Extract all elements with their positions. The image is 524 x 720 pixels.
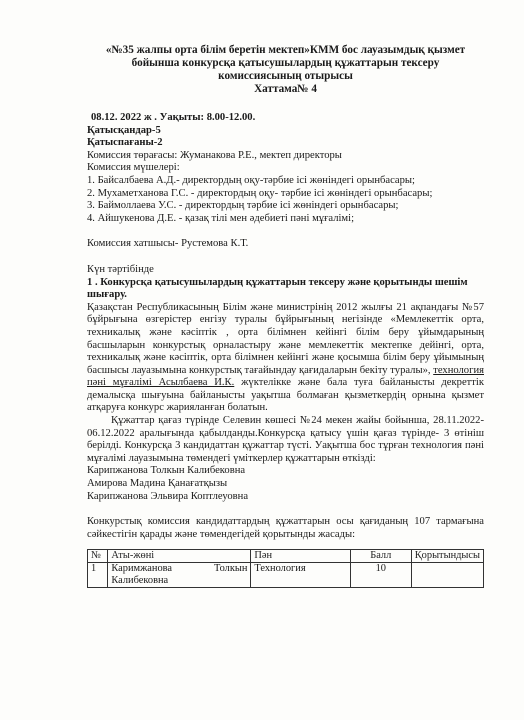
member-2: 2. Мухаметханова Г.С. - директордың оқу- тәрбие ісі жөніндегі орынбасары; <box>87 187 433 199</box>
candidate-3: Карипжанова Эльвира Коптлеуовна <box>87 490 249 502</box>
cell-number: 1 <box>88 563 108 588</box>
header-number: № <box>88 550 108 563</box>
paragraph-conclusion: Конкурстық комиссия кандидаттардың құжаттарын осы қағиданың 107 тармағына сәйкестігін қарады және төмендегідей қорытынды жасады: <box>87 516 484 540</box>
meeting-date: 08.12. 2022 ж . Уақыты: 8.00-12.00. <box>91 112 256 123</box>
header-subject: Пән <box>251 550 350 563</box>
table-row <box>88 563 484 588</box>
paragraph-basis <box>87 302 484 415</box>
candidate-1: Карипжанова Толкын Калибековна <box>87 465 246 477</box>
table-header-row <box>88 550 484 563</box>
header-result: Қорытындысы <box>411 550 483 563</box>
paragraph-basis-end: жүктелікке және бала туға байланысты декреттік демалысқа шығуына байланысты уақытша болмаған қызметкердің орнына қызмет атқаруға конкурс жарияланған болатын. <box>87 377 484 414</box>
member-4: 4. Айшукенова Д.Е. - қазақ тілі мен әдебиеті пәні мұғалімі; <box>87 212 355 224</box>
paragraph-basis-start: Қазақстан Республикасының Білім және министрінің 2012 жылғы 21 ақпандағы №57 бұйрығына өзгерістер енгізу туралы бұйрығының негізінде «Мемлекеттік орта, техникалық және кәсіптік , орта білімнен кейінгі білім беру ұйымдарының басшыларын конкурстық орналастыру және мемлекеттік мектепке дейінгі, орта, техникалық және кәсіптік, орта білімнен кейінгі және қосымша білім беру ұйымының басшысы лауазымына конкурстық тағайындау қағидаларын бекіту туралы», <box>87 301 484 376</box>
members-label: Комиссия мүшелері: <box>87 162 180 174</box>
protocol-number: Хаттама№ 4 <box>254 83 317 95</box>
commission-secretary: Комиссия хатшысы- Рустемова К.Т. <box>87 238 249 250</box>
present-count: Қатысқандар-5 <box>87 124 161 136</box>
results-table <box>87 549 484 588</box>
cell-score: 10 <box>350 563 411 588</box>
agenda-label: Күн тәртібінде <box>87 263 154 275</box>
commission-chair: Комиссия төрағасы: Жуманакова Р.Е., мектеп директоры <box>87 149 342 161</box>
cell-result <box>411 563 483 588</box>
document-title <box>87 44 484 96</box>
cell-name: Каримжанова Толкын Калибековна <box>108 563 251 588</box>
header-score: Балл <box>350 550 411 563</box>
title-line-1: «№35 жалпы орта білім беретін мектеп»КММ бос лауазымдық қызмет <box>105 44 466 56</box>
title-line-3: комиссиясының отырысы <box>218 70 353 82</box>
member-1: 1. Байсалбаева А.Д.- директордың оқу-тәрбие ісі жөніндегі орынбасары; <box>87 174 415 186</box>
paragraph-documents: Құжаттар қағаз түрінде Селевин көшесі №24 мекен жайы бойынша, 28.11.2022-06.12.2022 аралығында қабылданды.Конкурсқа қатысу үшін қағаз түрінде- 3 өтініш берілді. Конкурсқа 3 кандидаттан құжаттар түсті. Уақытша бос тұрған технология пәні мұғалімі лауазымына төмендегі үміткерлер құжаттарын өткізді: <box>87 415 484 464</box>
teacher-reference: технология пәні мұғалімі Асылбаева И.К. <box>87 364 484 389</box>
cell-subject: Технология <box>251 563 350 588</box>
agenda-item: 1 . Конкурсқа қатысушылардың құжаттарын тексеру және қорытынды шешім шығару. <box>87 276 468 301</box>
title-line-2: бойынша конкурсқа қатысушылардың құжаттарын тексеру <box>131 57 440 69</box>
candidate-2: Амирова Мадина Қанағатқызы <box>87 478 228 490</box>
absent-count: Қатыспағаны-2 <box>87 137 163 149</box>
member-3: 3. Баймоллаева У.С. - директордың тәрбие ісі жөніндегі орынбасары; <box>87 200 399 212</box>
header-name: Аты-жөні <box>108 550 251 563</box>
